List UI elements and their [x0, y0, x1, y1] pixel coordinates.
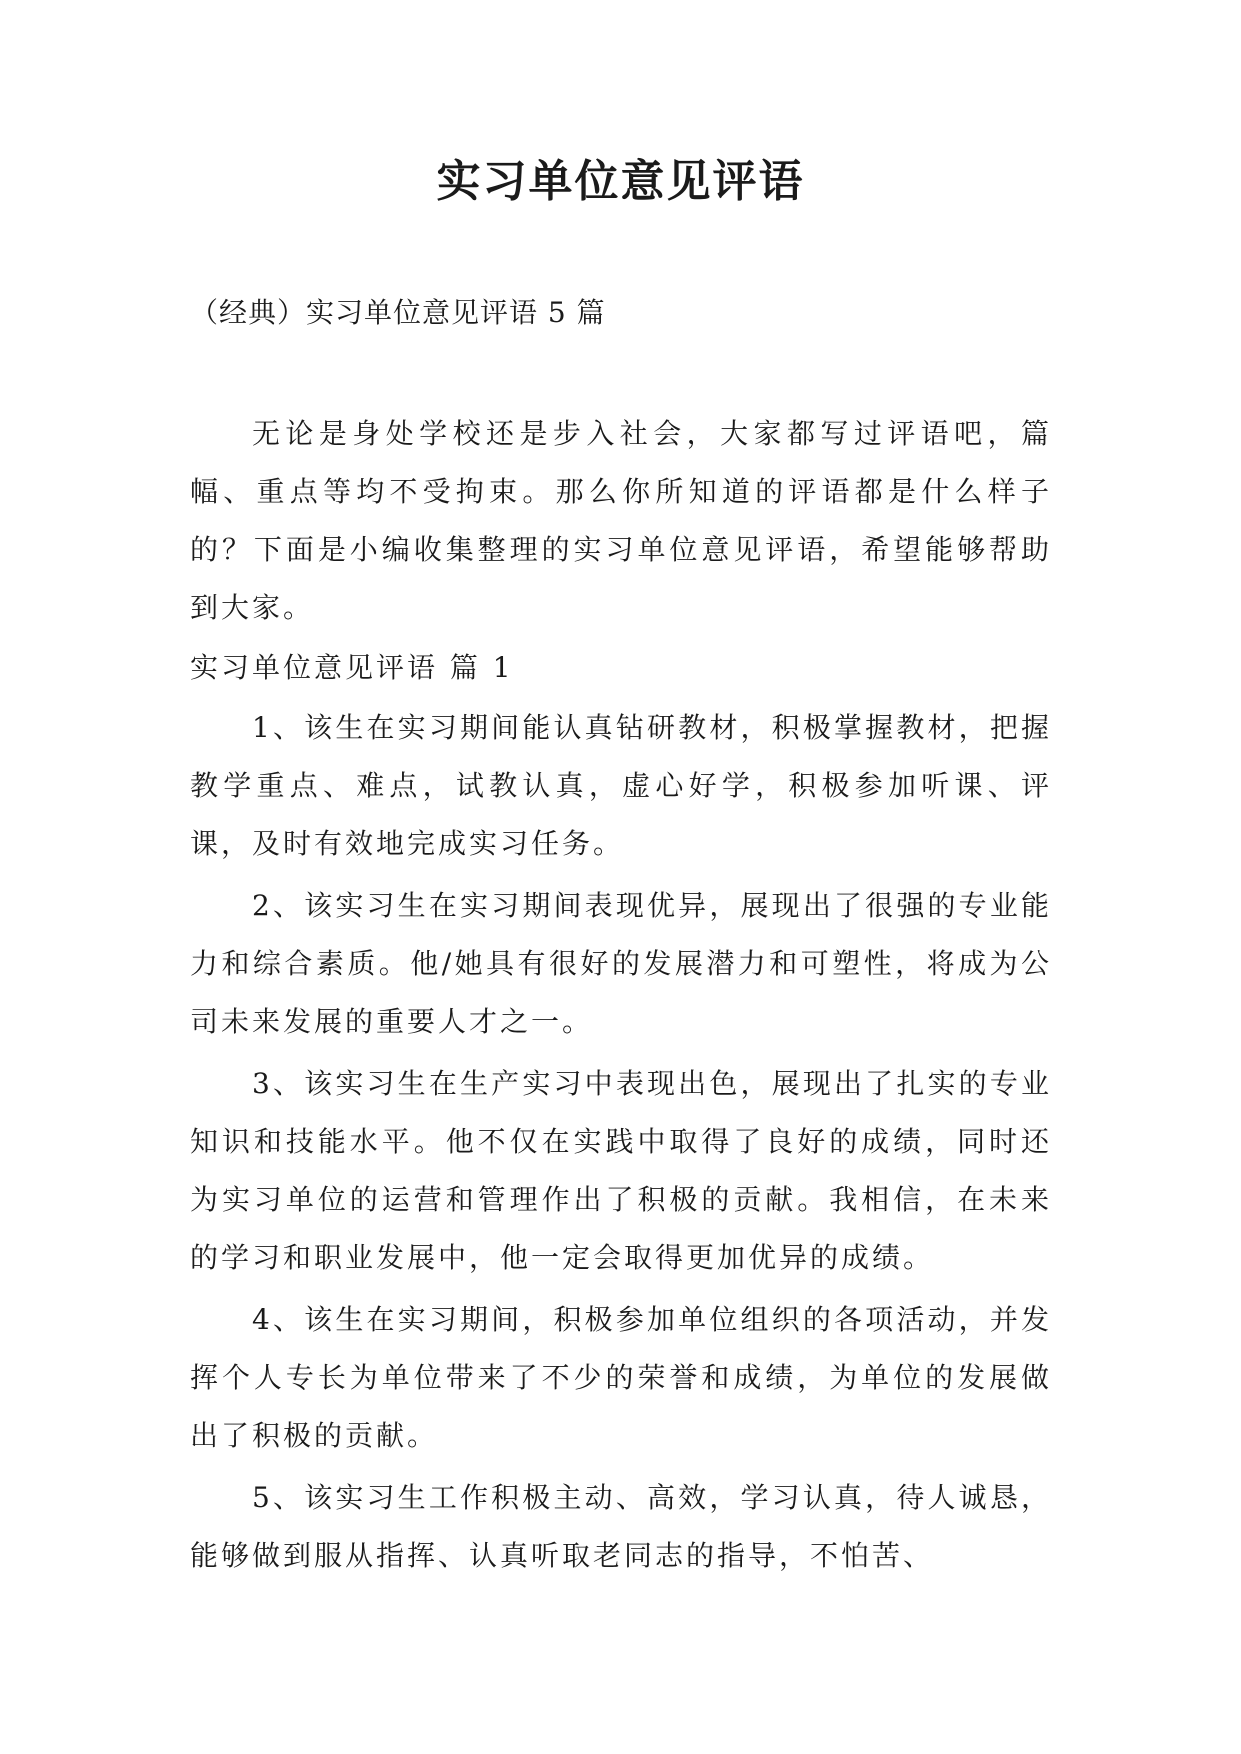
- comment-item-5: 5、该实习生工作积极主动、高效，学习认真，待人诚恳，能够做到服从指挥、认真听取老同志的指导，不怕苦、: [190, 1481, 1052, 1572]
- document-title: 实习单位意见评语: [436, 156, 805, 207]
- comment-item-2: 2、该实习生在实习期间表现优异，展现出了很强的专业能力和综合素质。他/她具有很好的发展潜力和可塑性，将成为公司未来发展的重要人才之一。: [190, 889, 1052, 1038]
- comment-item-3: 3、该实习生在生产实习中表现出色，展现出了扎实的专业知识和技能水平。他不仅在实践中取得了良好的成绩，同时还为实习单位的运营和管理作出了积极的贡献。我相信，在未来的学习和职业发展中，他一定会取得更加优异的成绩。: [190, 1067, 1052, 1274]
- comment-item-4: 4、该生在实习期间，积极参加单位组织的各项活动，并发挥个人专长为单位带来了不少的荣誉和成绩，为单位的发展做出了积极的贡献。: [190, 1303, 1052, 1452]
- comment-item-1: 1、该生在实习期间能认真钻研教材，积极掌握教材，把握教学重点、难点，试教认真，虚心好学，积极参加听课、评课，及时有效地完成实习任务。: [190, 711, 1052, 860]
- intro-paragraph: 无论是身处学校还是步入社会，大家都写过评语吧，篇幅、重点等均不受拘束。那么你所知道的评语都是什么样子的？下面是小编收集整理的实习单位意见评语，希望能够帮助到大家。: [190, 417, 1052, 624]
- document-body: [190, 405, 1052, 1589]
- document-subtitle: （经典）实习单位意见评语 5 篇: [190, 296, 606, 329]
- section-heading: 实习单位意见评语 篇 1: [190, 651, 514, 684]
